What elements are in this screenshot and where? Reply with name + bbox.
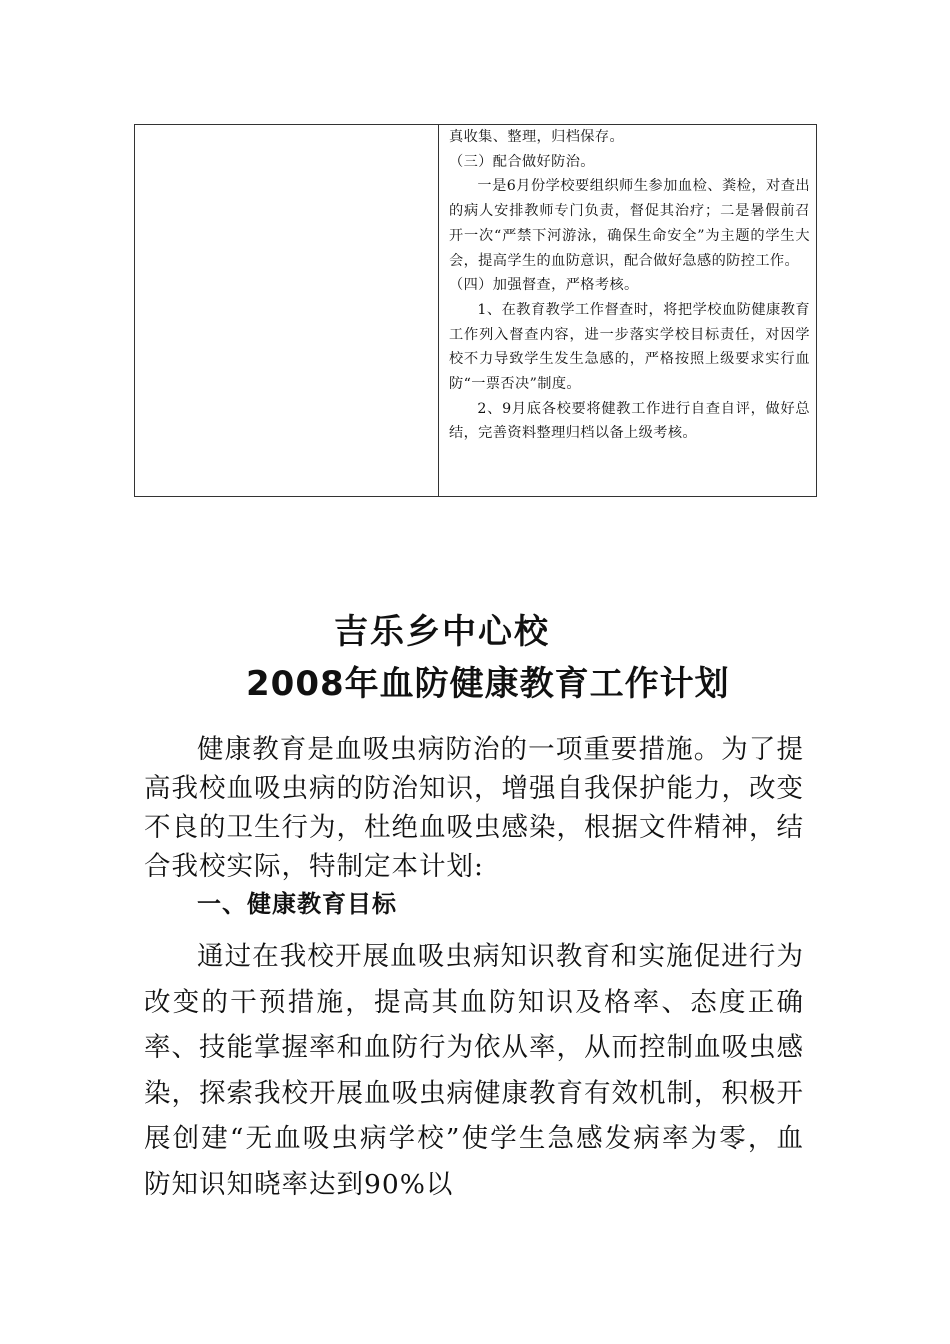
table-paragraph: 一是6月份学校要组织师生参加血检、粪检，对查出的病人安排教师专门负责，督促其治疗；二是暑假前召开一次“严禁下河游泳，确保生命安全”为主题的学生大会，提高学生的血防意识，配合做好急感的防控工作。 bbox=[449, 178, 810, 269]
table-subheading: （四）加强督查，严格考核。 bbox=[449, 277, 639, 294]
section-heading: 一、健康教育目标 bbox=[197, 890, 397, 918]
table-subheading: （三）配合做好防治。 bbox=[449, 153, 595, 170]
table-left-cell bbox=[135, 125, 439, 496]
table-right-cell bbox=[439, 125, 816, 496]
section-body-paragraph: 通过在我校开展血吸虫病知识教育和实施促进行为改变的干预措施，提高其血防知识及格率、态度正确率、技能掌握率和血防行为依从率，从而控制血吸虫感染，探索我校开展血吸虫病健康教育有效机制，积极开展创建“无血吸虫病学校”使学生急感发病率为零，血防知识知晓率达到90%以 bbox=[144, 941, 804, 1200]
document-title-school: 吉乐乡中心校 bbox=[334, 612, 550, 652]
table-paragraph: 真收集、整理，归档保存。 bbox=[449, 129, 625, 145]
table-paragraph: 1、在教育教学工作督查时，将把学校血防健康教育工作列入督查内容，进一步落实学校目标责任，对因学校不力导致学生发生急感的，严格按照上级要求实行血防“一票否决”制度。 bbox=[449, 301, 810, 393]
table-paragraph: 2、9月底各校要将健教工作进行自查自评，做好总结，完善资料整理归档以备上级考核。 bbox=[449, 400, 810, 442]
document-title-plan: 2008年血防健康教育工作计划 bbox=[246, 664, 730, 704]
plan-table bbox=[134, 124, 817, 497]
intro-paragraph: 健康教育是血吸虫病防治的一项重要措施。为了提高我校血吸虫病的防治知识，增强自我保护能力，改变不良的卫生行为，杜绝血吸虫感染，根据文件精神，结合我校实际，特制定本计划: bbox=[144, 734, 804, 882]
